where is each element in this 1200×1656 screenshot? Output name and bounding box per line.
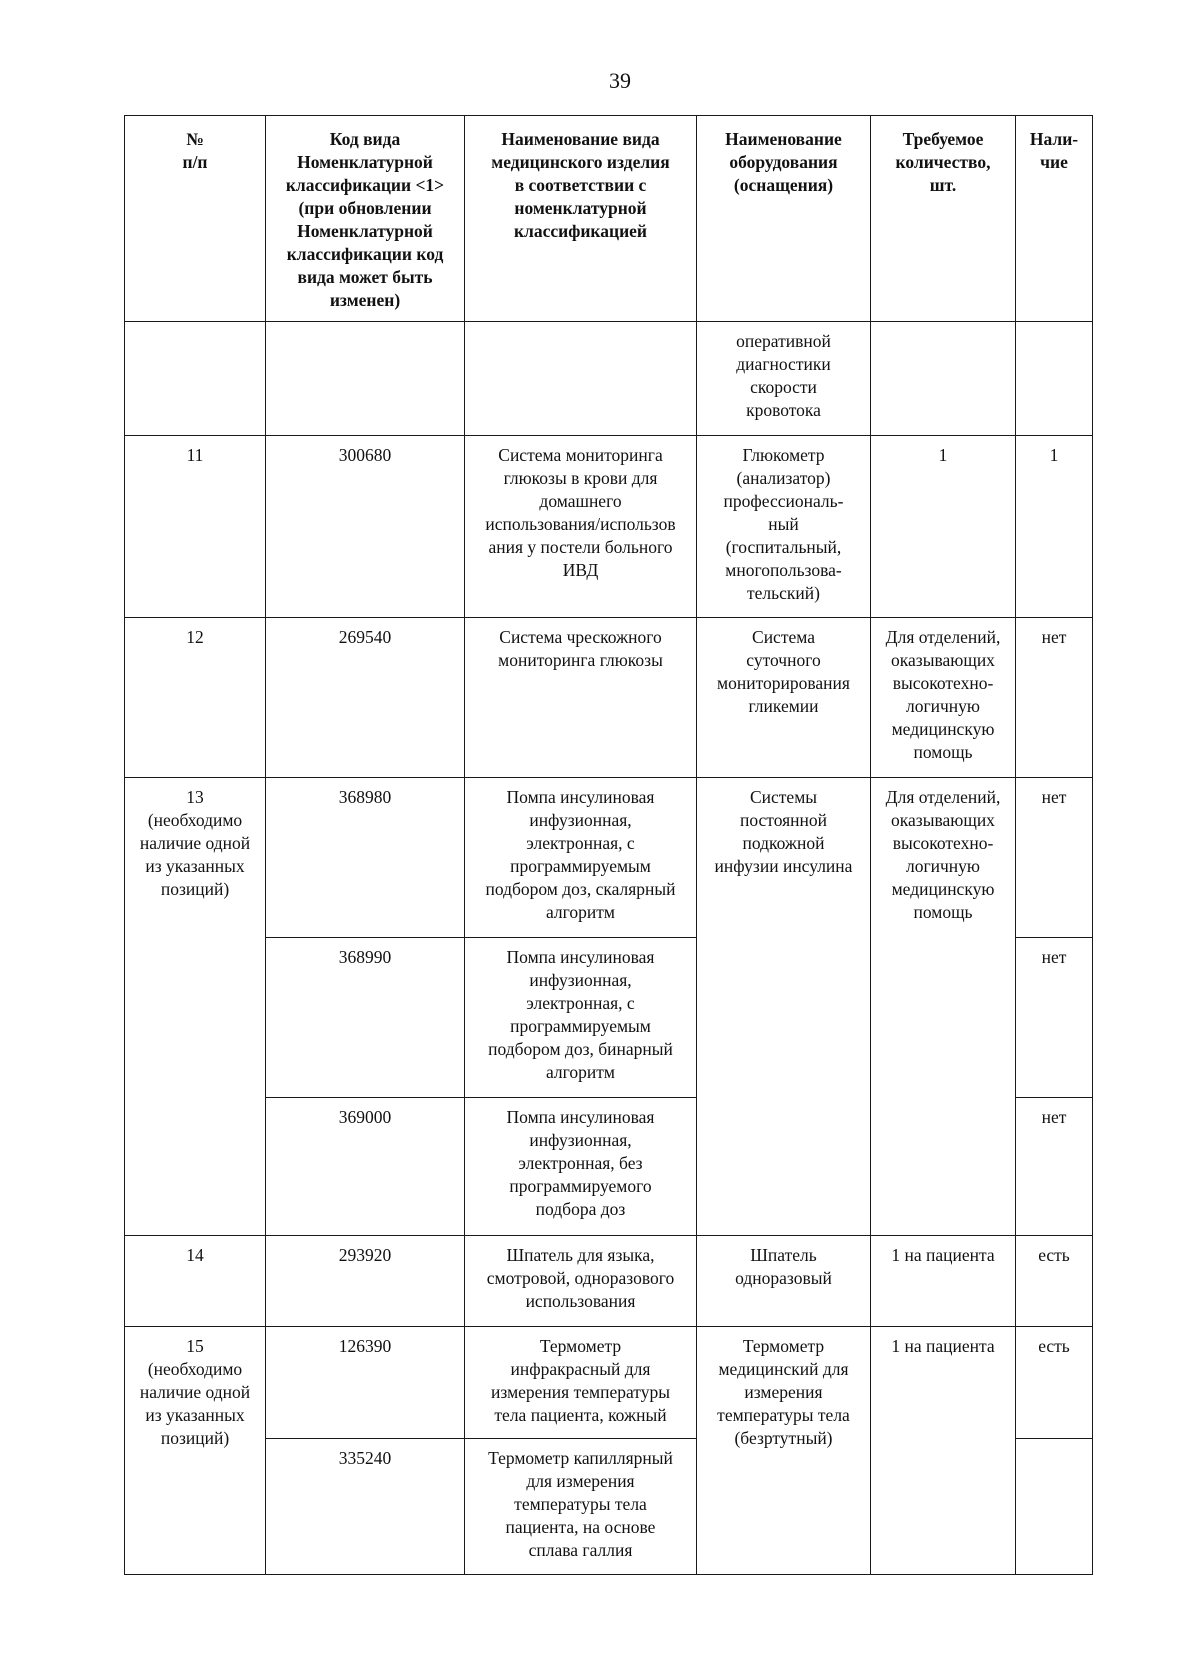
cell-availability: нет [1016, 778, 1093, 938]
cell-availability [1016, 322, 1093, 436]
cell-quantity: Для отделений, оказывающих высокотехно- логичную медицинскую помощь [871, 778, 1016, 1236]
cell-device-name [465, 322, 697, 436]
column-header-code: Код вида Номенклатурной классификации <1> (при обновлении Номенклатурной классификации код вида может быть изменен) [266, 116, 465, 322]
cell-code: 368980 [266, 778, 465, 938]
cell-number: 11 [125, 436, 266, 618]
cell-equipment: Система суточного мониторирования гликемии [697, 618, 871, 778]
cell-device-name: Система мониторинга глюкозы в крови для домашнего использования/использов ания у постели больного ИВД [465, 436, 697, 618]
cell-availability: 1 [1016, 436, 1093, 618]
table-row [125, 322, 1093, 436]
cell-device-name: Термометр капиллярный для измерения температуры тела пациента, на основе сплава галлия [465, 1439, 697, 1575]
cell-availability: нет [1016, 938, 1093, 1098]
cell-code: 300680 [266, 436, 465, 618]
cell-device-name: Помпа инсулиновая инфузионная, электронная, без программируемого подбора доз [465, 1098, 697, 1236]
cell-code: 293920 [266, 1236, 465, 1327]
cell-code: 126390 [266, 1327, 465, 1439]
cell-quantity: 1 на пациента [871, 1236, 1016, 1327]
cell-device-name: Помпа инсулиновая инфузионная, электронная, с программируемым подбором доз, бинарный алгоритм [465, 938, 697, 1098]
cell-device-name: Шпатель для языка, смотровой, одноразового использования [465, 1236, 697, 1327]
cell-device-name: Система чрескожного мониторинга глюкозы [465, 618, 697, 778]
column-header-availability: Нали- чие [1016, 116, 1093, 322]
column-header-number: № п/п [125, 116, 266, 322]
cell-availability: есть [1016, 1236, 1093, 1327]
column-header-quantity: Требуемое количество, шт. [871, 116, 1016, 322]
cell-code: 269540 [266, 618, 465, 778]
cell-equipment: оперативной диагностики скорости кровотока [697, 322, 871, 436]
cell-number: 14 [125, 1236, 266, 1327]
table-row [125, 778, 1093, 938]
table-row [125, 1327, 1093, 1439]
table-row [125, 618, 1093, 778]
cell-quantity: 1 на пациента [871, 1327, 1016, 1575]
cell-code: 369000 [266, 1098, 465, 1236]
cell-equipment: Глюкометр (анализатор) профессиональ- ный (госпитальный, многопользова- тельский) [697, 436, 871, 618]
cell-equipment: Шпатель одноразовый [697, 1236, 871, 1327]
cell-availability [1016, 1439, 1093, 1575]
page-number: 39 [609, 68, 631, 93]
table-row [125, 436, 1093, 618]
table-header-row [125, 116, 1093, 322]
cell-code: 335240 [266, 1439, 465, 1575]
cell-device-name: Помпа инсулиновая инфузионная, электронная, с программируемым подбором доз, скалярный алгоритм [465, 778, 697, 938]
cell-code: 368990 [266, 938, 465, 1098]
cell-availability: нет [1016, 618, 1093, 778]
column-header-equipment: Наименование оборудования (оснащения) [697, 116, 871, 322]
cell-quantity [871, 322, 1016, 436]
cell-code [266, 322, 465, 436]
cell-number [125, 322, 266, 436]
equipment-table [124, 115, 1093, 1575]
cell-number: 15 (необходимо наличие одной из указанных позиций) [125, 1327, 266, 1575]
cell-availability: есть [1016, 1327, 1093, 1439]
column-header-device-name: Наименование вида медицинского изделия в соответствии с номенклатурной классификацией [465, 116, 697, 322]
cell-device-name: Термометр инфракрасный для измерения температуры тела пациента, кожный [465, 1327, 697, 1439]
cell-number: 13 (необходимо наличие одной из указанных позиций) [125, 778, 266, 1236]
cell-equipment: Системы постоянной подкожной инфузии инсулина [697, 778, 871, 1236]
cell-equipment: Термометр медицинский для измерения температуры тела (безртутный) [697, 1327, 871, 1575]
cell-number: 12 [125, 618, 266, 778]
cell-quantity: 1 [871, 436, 1016, 618]
cell-availability: нет [1016, 1098, 1093, 1236]
cell-quantity: Для отделений, оказывающих высокотехно- логичную медицинскую помощь [871, 618, 1016, 778]
table-row [125, 1236, 1093, 1327]
